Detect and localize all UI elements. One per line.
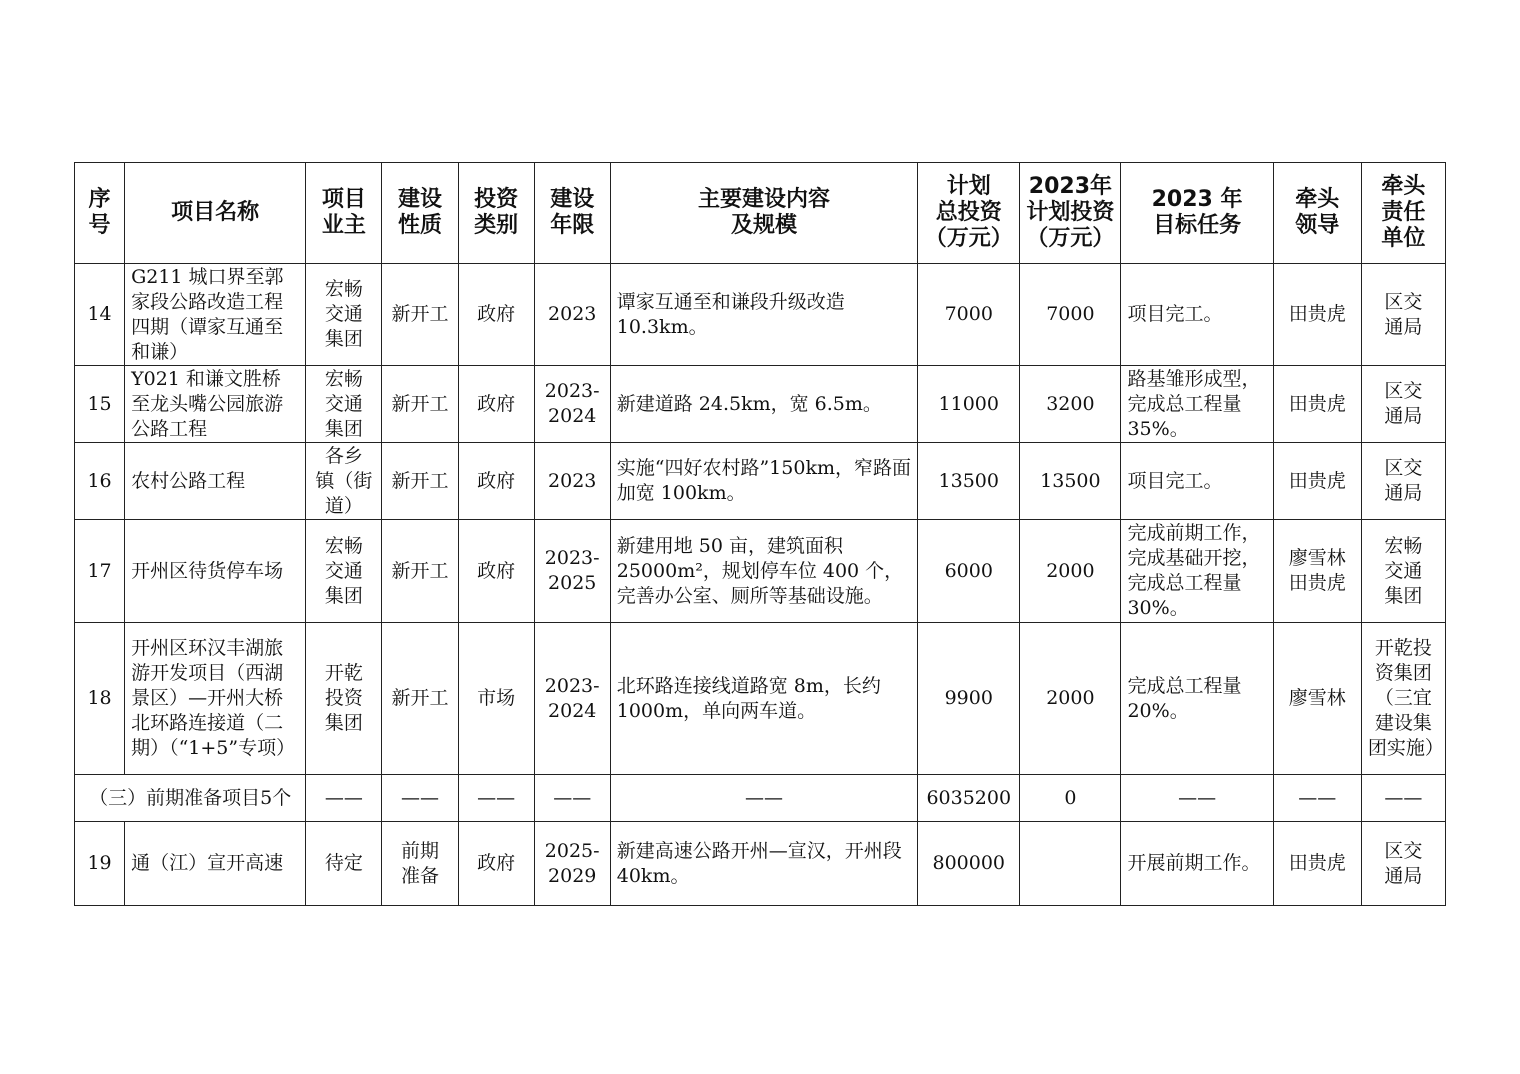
cell-total: 7000 xyxy=(918,264,1020,366)
cell-category: 政府 xyxy=(458,443,534,520)
cell-leader: 田贵虎 xyxy=(1273,264,1361,366)
project-table xyxy=(74,162,1446,906)
cell-no: 18 xyxy=(75,623,125,775)
cell-content: 新建高速公路开州—宣汉，开州段 40km。 xyxy=(610,822,917,906)
cell-leader: 田贵虎 xyxy=(1273,366,1361,443)
cell-nature: —— xyxy=(382,775,458,822)
cell-no: 19 xyxy=(75,822,125,906)
header-period: 建设 年限 xyxy=(534,163,610,264)
header-total: 计划 总投资 （万元） xyxy=(918,163,1020,264)
table-row xyxy=(75,520,1446,623)
cell-no: 15 xyxy=(75,366,125,443)
cell-unit: 区交 通局 xyxy=(1361,264,1445,366)
cell-task: —— xyxy=(1121,775,1273,822)
header-category: 投资 类别 xyxy=(458,163,534,264)
cell-unit: —— xyxy=(1361,775,1445,822)
cell-no: 14 xyxy=(75,264,125,366)
cell-owner: —— xyxy=(306,775,382,822)
cell-total: 6000 xyxy=(918,520,1020,623)
cell-category: —— xyxy=(458,775,534,822)
cell-total: 800000 xyxy=(918,822,1020,906)
cell-plan2023: 13500 xyxy=(1020,443,1121,520)
cell-content: 北环路连接线道路宽 8m，长约1000m，单向两车道。 xyxy=(610,623,917,775)
cell-leader: 廖雪林 田贵虎 xyxy=(1273,520,1361,623)
cell-content: 新建道路 24.5km，宽 6.5m。 xyxy=(610,366,917,443)
cell-leader: 田贵虎 xyxy=(1273,443,1361,520)
section-row xyxy=(75,775,1446,822)
cell-period: 2023 xyxy=(534,443,610,520)
header-leader: 牵头 领导 xyxy=(1273,163,1361,264)
cell-period: —— xyxy=(534,775,610,822)
cell-leader: 廖雪林 xyxy=(1273,623,1361,775)
cell-nature: 新开工 xyxy=(382,520,458,623)
cell-nature: 前期 准备 xyxy=(382,822,458,906)
cell-owner: 宏畅 交通 集团 xyxy=(306,366,382,443)
cell-plan2023 xyxy=(1020,822,1121,906)
cell-plan2023: 0 xyxy=(1020,775,1121,822)
cell-category: 市场 xyxy=(458,623,534,775)
cell-owner: 开乾 投资 集团 xyxy=(306,623,382,775)
table-row xyxy=(75,443,1446,520)
cell-unit: 区交 通局 xyxy=(1361,366,1445,443)
header-owner: 项目 业主 xyxy=(306,163,382,264)
cell-nature: 新开工 xyxy=(382,366,458,443)
cell-category: 政府 xyxy=(458,264,534,366)
cell-total: 6035200 xyxy=(918,775,1020,822)
header-task: 2023 年 目标任务 xyxy=(1121,163,1273,264)
table-row xyxy=(75,822,1446,906)
cell-unit: 宏畅 交通 集团 xyxy=(1361,520,1445,623)
header-unit: 牵头 责任 单位 xyxy=(1361,163,1445,264)
header-no: 序 号 xyxy=(75,163,125,264)
cell-content: 谭家互通至和谦段升级改造10.3km。 xyxy=(610,264,917,366)
cell-name: 开州区环汉丰湖旅游开发项目（西湖景区）—开州大桥北环路连接道（二期）（“1+5”专项） xyxy=(125,623,306,775)
cell-name: 通（江）宣开高速 xyxy=(125,822,306,906)
cell-name: 开州区待货停车场 xyxy=(125,520,306,623)
cell-category: 政府 xyxy=(458,822,534,906)
cell-total: 11000 xyxy=(918,366,1020,443)
header-plan2023: 2023年 计划投资 （万元） xyxy=(1020,163,1121,264)
cell-nature: 新开工 xyxy=(382,264,458,366)
section-label: （三）前期准备项目5个 xyxy=(75,775,306,822)
cell-period: 2023- 2025 xyxy=(534,520,610,623)
cell-owner: 各乡 镇（街 道） xyxy=(306,443,382,520)
cell-plan2023: 2000 xyxy=(1020,520,1121,623)
cell-no: 17 xyxy=(75,520,125,623)
cell-task: 项目完工。 xyxy=(1121,264,1273,366)
cell-owner: 待定 xyxy=(306,822,382,906)
cell-content: 新建用地 50 亩，建筑面积25000m²，规划停车位 400 个，完善办公室、厕所等基础设施。 xyxy=(610,520,917,623)
cell-leader: 田贵虎 xyxy=(1273,822,1361,906)
table-row xyxy=(75,366,1446,443)
cell-category: 政府 xyxy=(458,520,534,623)
cell-category: 政府 xyxy=(458,366,534,443)
cell-leader: —— xyxy=(1273,775,1361,822)
cell-period: 2023 xyxy=(534,264,610,366)
cell-name: Y021 和谦文胜桥至龙头嘴公园旅游公路工程 xyxy=(125,366,306,443)
cell-period: 2023- 2024 xyxy=(534,623,610,775)
cell-owner: 宏畅 交通 集团 xyxy=(306,264,382,366)
cell-name: 农村公路工程 xyxy=(125,443,306,520)
table-row xyxy=(75,264,1446,366)
cell-total: 9900 xyxy=(918,623,1020,775)
cell-unit: 区交 通局 xyxy=(1361,822,1445,906)
cell-nature: 新开工 xyxy=(382,443,458,520)
cell-no: 16 xyxy=(75,443,125,520)
cell-task: 路基雏形成型，完成总工程量35%。 xyxy=(1121,366,1273,443)
cell-unit: 开乾投 资集团 （三宜 建设集 团实施） xyxy=(1361,623,1445,775)
cell-task: 完成总工程量20%。 xyxy=(1121,623,1273,775)
cell-plan2023: 2000 xyxy=(1020,623,1121,775)
cell-owner: 宏畅 交通 集团 xyxy=(306,520,382,623)
cell-plan2023: 7000 xyxy=(1020,264,1121,366)
header-row xyxy=(75,163,1446,264)
cell-task: 项目完工。 xyxy=(1121,443,1273,520)
cell-total: 13500 xyxy=(918,443,1020,520)
cell-nature: 新开工 xyxy=(382,623,458,775)
cell-name: G211 城口界至郭家段公路改造工程四期（谭家互通至和谦） xyxy=(125,264,306,366)
cell-period: 2025- 2029 xyxy=(534,822,610,906)
cell-content: 实施“四好农村路”150km，窄路面加宽 100km。 xyxy=(610,443,917,520)
cell-period: 2023- 2024 xyxy=(534,366,610,443)
cell-unit: 区交 通局 xyxy=(1361,443,1445,520)
table-row xyxy=(75,623,1446,775)
cell-task: 完成前期工作，完成基础开挖，完成总工程量30%。 xyxy=(1121,520,1273,623)
header-name: 项目名称 xyxy=(125,163,306,264)
cell-content: —— xyxy=(610,775,917,822)
cell-plan2023: 3200 xyxy=(1020,366,1121,443)
header-nature: 建设 性质 xyxy=(382,163,458,264)
header-content: 主要建设内容 及规模 xyxy=(610,163,917,264)
cell-task: 开展前期工作。 xyxy=(1121,822,1273,906)
